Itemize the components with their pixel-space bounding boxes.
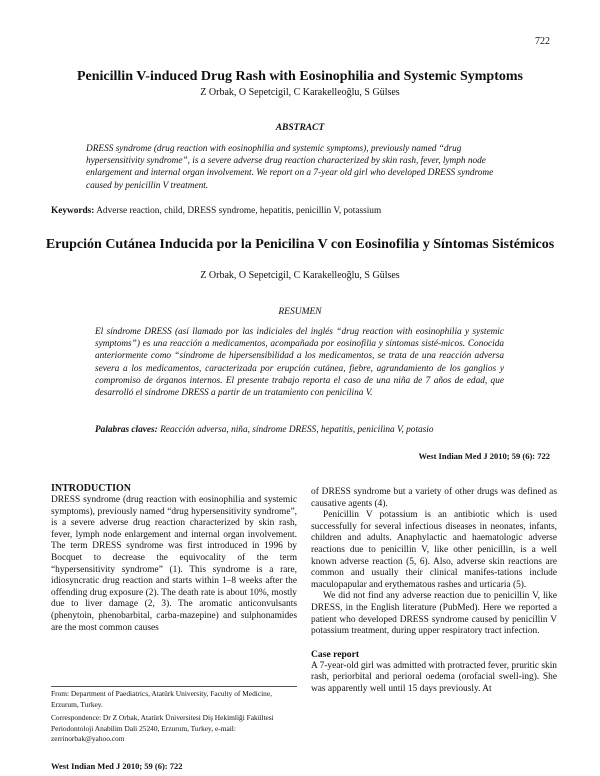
body-paragraph: of DRESS syndrome but a variety of other drugs was defined as causative agents (4). — [311, 487, 557, 509]
body-paragraph: Penicillin V potassium is an antibiotic which is used successfully for several infectious diseases in neonates, infants, children and adults. Anaphylactic and haematologic adverse reactions due to penicillin V, like other penicillin, is a well known adverse reaction (5, 6). Also, adverse skin reactions are common and usually their clinical manifes-tations include maculopapular and erythematous rashes and urticaria (5). — [311, 510, 557, 590]
palabras-text: Reacción adversa, niña, síndrome DRESS, hepatitis, penicilina V, potasio — [157, 425, 434, 435]
keywords-line — [51, 206, 560, 216]
spanish-title: Erupción Cutánea Inducida por la Penicilina V con Eosinofilia y Síntomas Sistémicos — [45, 237, 555, 252]
palabras-label: Palabras claves: — [95, 425, 158, 435]
page-number: 722 — [535, 36, 550, 47]
right-column — [311, 487, 557, 696]
affiliation-footnote: From: Department of Paediatrics, Atatürk University, Faculty of Medicine, Erzurum, Turkey. — [51, 689, 272, 709]
introduction-heading: INTRODUCTION — [51, 483, 132, 494]
case-report-heading: Case report — [311, 648, 360, 660]
page-footer: West Indian Med J 2010; 59 (6): 722 — [51, 761, 183, 771]
keywords-label: Keywords: — [51, 206, 95, 216]
spanish-author-list: Z Orbak, O Sepetcigil, C Karakelleoğlu, S Gülses — [200, 270, 400, 281]
left-column — [51, 483, 297, 634]
resumen-heading: RESUMEN — [278, 307, 322, 317]
palabras-line — [95, 425, 560, 435]
citation-line: West Indian Med J 2010; 59 (6): 722 — [418, 451, 550, 461]
body-paragraph: A 7-year-old girl was admitted with protracted fever, pruritic skin rash, periorbital and perioral oedema (orofacial swell-ing). She was apparently well until 15 days previously. At — [311, 660, 557, 694]
correspondence-footnote: Correspondence: Dr Z Orbak, Atatürk Üniversitesi Diş Hekimliği Fakültesi Periodontoloji Anabilim Dali 25240, Erzurum, Turkey, e-mail: zerrinorbak@yahoo.com — [51, 713, 274, 743]
resumen-text: El síndrome DRESS (así llamado por las indiciales del inglés “drug reaction with eosinophilia y systemic symptoms”) es una reacción a medicamentos, acompañada por eosinofilia y síntomas sisté-micos. Conocida anteriormente como “síndrome de hipersensibilidad a los medicamentos, se trata de una reacción adversa severa a los medicamentos, caracterizada por erupción cutánea, fiebre, agrandamiento de los ganglios y compromiso de órganos internos. El presente trabajo reporta el caso de una niña de 7 años de edad, que desarrolló el síndrome DRESS a partir de un tratamiento con penicilina V. — [95, 327, 504, 399]
abstract-text: DRESS syndrome (drug reaction with eosinophilia and systemic symptoms), previously named “drug hypersensitivity syndrome”, is a severe adverse drug reaction characterized by skin rash, fever, lymph node enlargement and internal organ involvement. We report on a 7-year old girl who developed DRESS syndrome caused by penicillin V treatment. — [86, 144, 494, 191]
article-title: Penicillin V-induced Drug Rash with Eosinophilia and Systemic Symptoms — [76, 69, 523, 84]
introduction-paragraph: DRESS syndrome (drug reaction with eosinophilia and systemic symptoms), previously named “drug hypersensitivity syndrome”, is a severe adverse drug reaction characterized by skin rash, fever, lymph node enlargement and internal organ involvement. The term DRESS syndrome was first introduced in 1996 by Bocquet to decrease the equivocality of the term “hypersensitivity syndrome” (1). This syndrome is a rare, idiosyncratic drug reaction and starts within 1–8 weeks after the offending drug exposure (2). The death rate is about 10%, mostly due to liver damage (2, 3). The aromatic anticonvulsants (phenytoin, phenobarbital, carba-mazepine) and sulphonamides are the most common causes — [51, 495, 297, 633]
body-paragraph: We did not find any adverse reaction due to penicillin V, like DRESS, in the English literature (PubMed). Here we reported a patient who developed DRESS syndrome caused by penicillin V potassium treatment, during upper respiratory tract infection. — [311, 591, 557, 637]
footnote-divider — [51, 686, 297, 687]
author-list: Z Orbak, O Sepetcigil, C Karakelleoğlu, S Gülses — [200, 87, 400, 98]
abstract-heading: ABSTRACT — [275, 123, 325, 133]
keywords-text: Adverse reaction, child, DRESS syndrome, hepatitis, penicillin V, potassium — [94, 206, 382, 216]
